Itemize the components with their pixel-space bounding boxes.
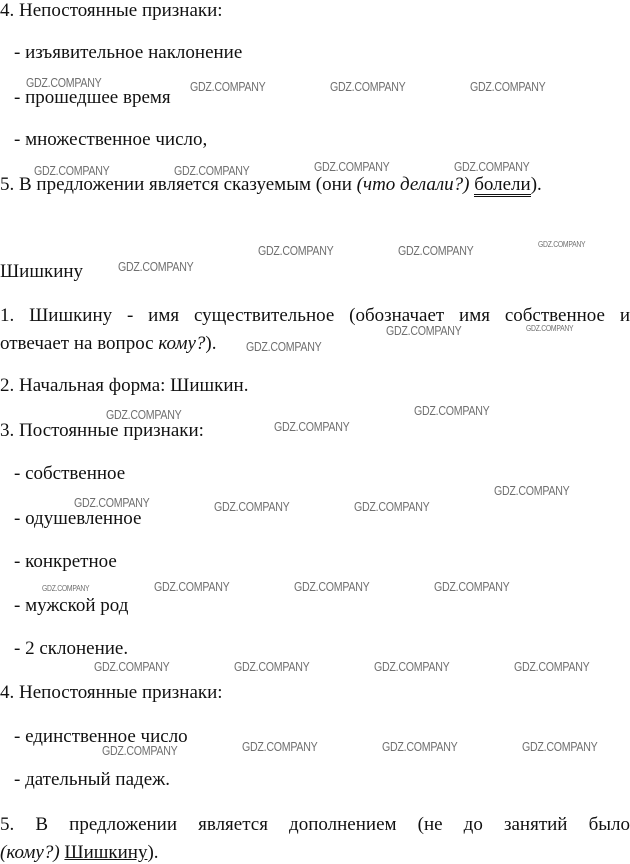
watermark: GDZ.COMPANY bbox=[214, 500, 290, 514]
watermark: GDZ.COMPANY bbox=[74, 496, 150, 510]
watermark: GDZ.COMPANY bbox=[274, 420, 350, 434]
watermark: GDZ.COMPANY bbox=[102, 744, 178, 758]
noun-initial-form: 2. Начальная форма: Шишкин. bbox=[0, 375, 249, 396]
noun-part1-line-b bbox=[0, 333, 216, 355]
noun-const-declension: - 2 склонение. bbox=[14, 638, 129, 659]
noun-role-question: (кому?) bbox=[0, 842, 60, 863]
watermark: GDZ.COMPANY bbox=[258, 244, 334, 258]
watermark: GDZ.COMPANY bbox=[294, 580, 370, 594]
heading-constant-noun: 3. Постоянные признаки: bbox=[0, 420, 204, 441]
watermark: GDZ.COMPANY bbox=[522, 740, 598, 754]
watermark: GDZ.COMPANY bbox=[514, 660, 590, 674]
watermark: GDZ.COMPANY bbox=[434, 580, 510, 594]
watermark: GDZ.COMPANY bbox=[154, 580, 230, 594]
watermark: GDZ.COMPANY bbox=[34, 164, 110, 178]
noun-role-word: Шишкину bbox=[64, 842, 148, 863]
watermark: GDZ.COMPANY bbox=[246, 340, 322, 354]
watermark: GDZ.COMPANY bbox=[398, 244, 474, 258]
watermark: GDZ.COMPANY bbox=[106, 408, 182, 422]
watermark: GDZ.COMPANY bbox=[454, 160, 530, 174]
noun-role-suffix: ). bbox=[147, 842, 159, 863]
watermark: GDZ.COMPANY bbox=[242, 740, 318, 754]
noun-const-proper: - собственное bbox=[14, 463, 126, 484]
verb-feature-number: - множественное число, bbox=[14, 129, 208, 150]
noun-nonconst-case: - дательный падеж. bbox=[14, 769, 170, 790]
noun-part1-prefix: отвечает на вопрос bbox=[0, 333, 159, 354]
verb-feature-tense: - прошедшее время bbox=[14, 87, 171, 108]
watermark: GDZ.COMPANY bbox=[190, 80, 266, 94]
heading-nonconstant-noun: 4. Непостоянные признаки: bbox=[0, 682, 223, 703]
noun-const-animate: - одушевленное bbox=[14, 508, 142, 529]
watermark: GDZ.COMPANY bbox=[494, 484, 570, 498]
watermark: GDZ.COMPANY bbox=[382, 740, 458, 754]
watermark: GDZ.COMPANY bbox=[330, 80, 406, 94]
watermark: GDZ.COMPANY bbox=[374, 660, 450, 674]
verb-role-question: (что делали?) bbox=[356, 174, 470, 195]
watermark: GDZ.COMPANY bbox=[26, 76, 102, 90]
watermark: GDZ.COMPANY bbox=[414, 404, 490, 418]
noun-part1-line-a: 1. Шишкину - имя существительное (обозначает имя собственное и bbox=[0, 305, 630, 326]
verb-role-suffix: ). bbox=[530, 174, 542, 195]
noun-role-line-a: 5. В предложении является дополнением (не до занятий было bbox=[0, 814, 630, 835]
verb-feature-mood: - изъявительное наклонение bbox=[14, 42, 243, 63]
noun-const-gender: - мужской род bbox=[14, 595, 129, 616]
watermark: GDZ.COMPANY bbox=[386, 324, 462, 338]
noun-part1-suffix: ). bbox=[205, 333, 217, 354]
noun-nonconst-number: - единственное число bbox=[14, 726, 188, 747]
watermark: GDZ.COMPANY bbox=[470, 80, 546, 94]
noun-word: Шишкину bbox=[0, 261, 84, 282]
watermark: GDZ.COMPANY bbox=[42, 584, 90, 593]
verb-role-prefix: 5. В предложении является сказуемым (они bbox=[0, 174, 357, 195]
watermark: GDZ.COMPANY bbox=[538, 240, 586, 249]
watermark: GDZ.COMPANY bbox=[118, 260, 194, 274]
watermark: GDZ.COMPANY bbox=[526, 324, 574, 333]
noun-role-line-b bbox=[0, 842, 159, 864]
watermark: GDZ.COMPANY bbox=[174, 164, 250, 178]
watermark: GDZ.COMPANY bbox=[94, 660, 170, 674]
watermark: GDZ.COMPANY bbox=[234, 660, 310, 674]
watermark: GDZ.COMPANY bbox=[314, 160, 390, 174]
heading-nonconstant-verb: 4. Непостоянные признаки: bbox=[0, 0, 223, 21]
noun-part1-question: кому? bbox=[158, 333, 206, 354]
verb-role-word: болели bbox=[474, 174, 531, 195]
noun-const-concrete: - конкретное bbox=[14, 551, 117, 572]
watermark: GDZ.COMPANY bbox=[354, 500, 430, 514]
